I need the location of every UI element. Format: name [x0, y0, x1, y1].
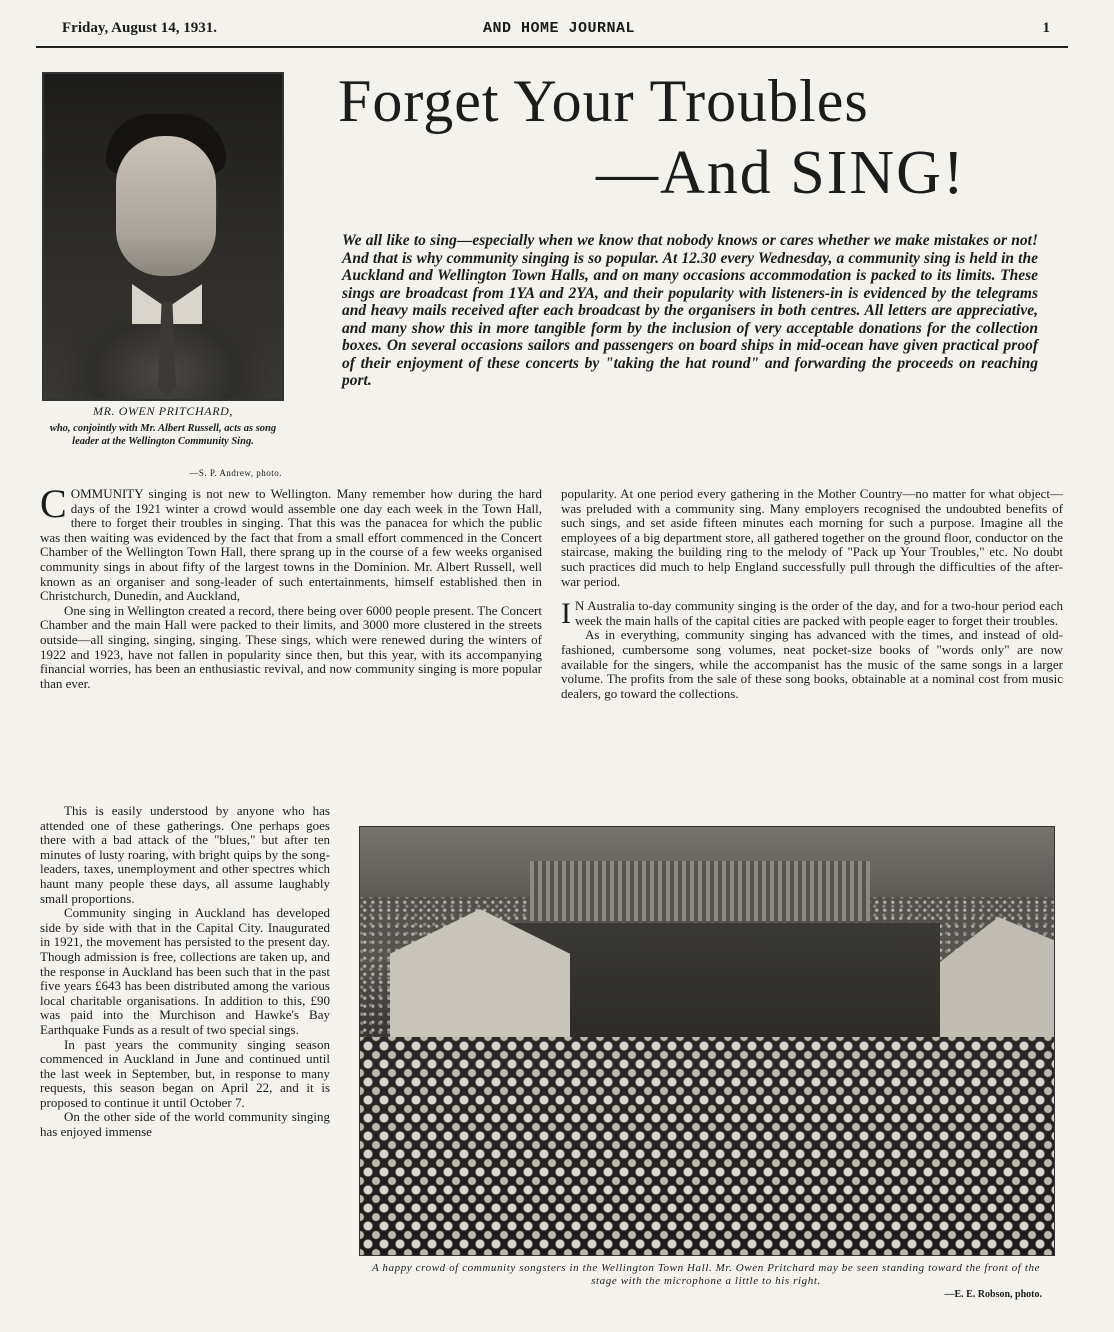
headline-line-2: —And SING!	[596, 139, 966, 207]
portrait-face	[116, 136, 216, 276]
article-column-left-bottom	[40, 804, 330, 1140]
article-column-right	[561, 487, 1063, 701]
paragraph-text: OMMUNITY singing is not new to Wellington. Many remember how during the hard days of the 1921 winter a crowd would assemble one day each week in the Town Hall, there to forget their troubles in singing. That this was the panacea for which the public was then waiting was evidenced by the fact that from a small effort commenced in the Concert Chamber of the Wellington Town Hall, there sprang up in the course of a few weeks organised community sings in about fifty of the largest towns in the Dominion. Mr. Albert Russell, well known as an organiser and song-leader of such entertainments, himself established then in Christchurch, Dunedin, and Auckland,	[40, 486, 542, 604]
paragraph-text: N Australia to-day community singing is the order of the day, and for a two-hour period each week the main halls of the capital cities are packed with people eager to forget their troubles.	[575, 598, 1063, 628]
article-paragraph: As in everything, community singing has advanced with the times, and instead of old-fashioned, cumbersome song volumes, neat pocket-size books of "words only" are now available for the singers, while the accompanist has the music of the same songs in a larger volume. The profits from the sale of these song books, obtainable at a nominal cost from music dealers, go toward the collections.	[561, 627, 1063, 701]
issue-date: Friday, August 14, 1931.	[62, 20, 218, 36]
organ-pipes	[530, 861, 870, 921]
portrait-photo-credit: —S. P. Andrew, photo.	[189, 468, 282, 478]
article-paragraph: Community singing in Auckland has developed side by side with that in the Capital City. Inaugurated in 1921, the movement has persisted to the present day. Though admission is free, collections are taken up, and the response in Auckland has been such that in the past five years £643 has been distributed among the various local charitable organisations. In addition to this, £90 was paid into the Murchison and Hawke's Bay Earthquake Funds as a result of two special sings.	[40, 905, 330, 1037]
portrait-caption-text: who, conjointly with Mr. Albert Russell, acts as song leader at the Wellington Community Sing.	[49, 423, 277, 447]
masthead	[36, 18, 1068, 48]
article-paragraph: This is easily understood by anyone who has attended one of these gatherings. One perhaps goes there with a bad attack of the "blues," but after ten minutes of lusty roaring, with bright quips by the song-leaders, taxes, unemployment and other spectres which haunt many people these days, all assume laughably small proportions.	[40, 803, 330, 906]
crowd-photo-credit: —E. E. Robson, photo.	[944, 1289, 1042, 1300]
article-paragraph	[40, 481, 542, 604]
article-paragraph: In past years the community singing season commenced in Auckland in June and continued until the last week in September, but, in response to many requests, this season began on April 22, and it is proposed to continue it until October 7.	[40, 1036, 330, 1110]
journal-title: AND HOME JOURNAL	[483, 20, 636, 37]
article-column-left-top	[40, 481, 542, 691]
page-number: 1	[1042, 20, 1050, 36]
article-paragraph: One sing in Wellington created a record, there being over 6000 people present. The Concert Chamber and the main Hall were packed to their limits, and 3000 more clustered in the streets outside—all singing, singing, singing. These sings, which were renewed during the winters of 1922 and 1923, have not fallen in popularity since then, but this year, with its accompanying financial worries, has been an enthusiastic revival, and now community singing is more popular than ever.	[40, 602, 542, 691]
crowd-photo	[359, 826, 1055, 1256]
article-paragraph: On the other side of the world community singing has enjoyed immense	[40, 1109, 330, 1140]
drop-cap: I	[561, 597, 571, 631]
intro-paragraph: We all like to sing—especially when we know that nobody knows or cares whether we make mistakes or not! And that is why community singing is so popular. At 12.30 every Wednesday, a community sing is held in the Auckland and Wellington Town Halls, and on many occasions accommodation is packed to its limits. These sings are broadcast from 1YA and 2YA, and their popularity with listeners-in is evidenced by the telegrams and heavy mails received after each broadcast by the organisers in both centres. All letters are appreciative, and many show this in more tangible form by the inclusion of very acceptable donations for the collection boxes. On several occasions sailors and passengers on board ships in mid-ocean have given practical proof of their enjoyment of these concerts by "taking the hat round" and forwarding the proceeds on reaching port.	[342, 232, 1038, 389]
portrait-photo	[42, 72, 284, 401]
headline-line-1: Forget Your Troubles	[338, 68, 869, 134]
article-paragraph: popularity. At one period every gathering in the Mother Country—no matter for what object—was preluded with a community sing. Many employers recognised the undoubted benefits of such sings, and set aside fifteen minutes each morning for such a purpose. Imagine all the employees of a big department store, all gathered together on the ground floor, conductor on the staircase, making the building ring to the melody of "Pack up Your Troubles," etc. No doubt such practices did much to help England successfully pull through the difficulties of the after-war period.	[561, 486, 1063, 589]
crowd	[360, 1037, 1054, 1255]
drop-cap: C	[40, 481, 67, 526]
portrait-caption-name: MR. OWEN PRITCHARD,	[92, 404, 234, 418]
article-paragraph	[561, 597, 1063, 631]
crowd-photo-caption: A happy crowd of community songsters in the Wellington Town Hall. Mr. Owen Pritchard may be seen standing toward the front of the stage with the microphone a little to his right.	[371, 1262, 1041, 1287]
